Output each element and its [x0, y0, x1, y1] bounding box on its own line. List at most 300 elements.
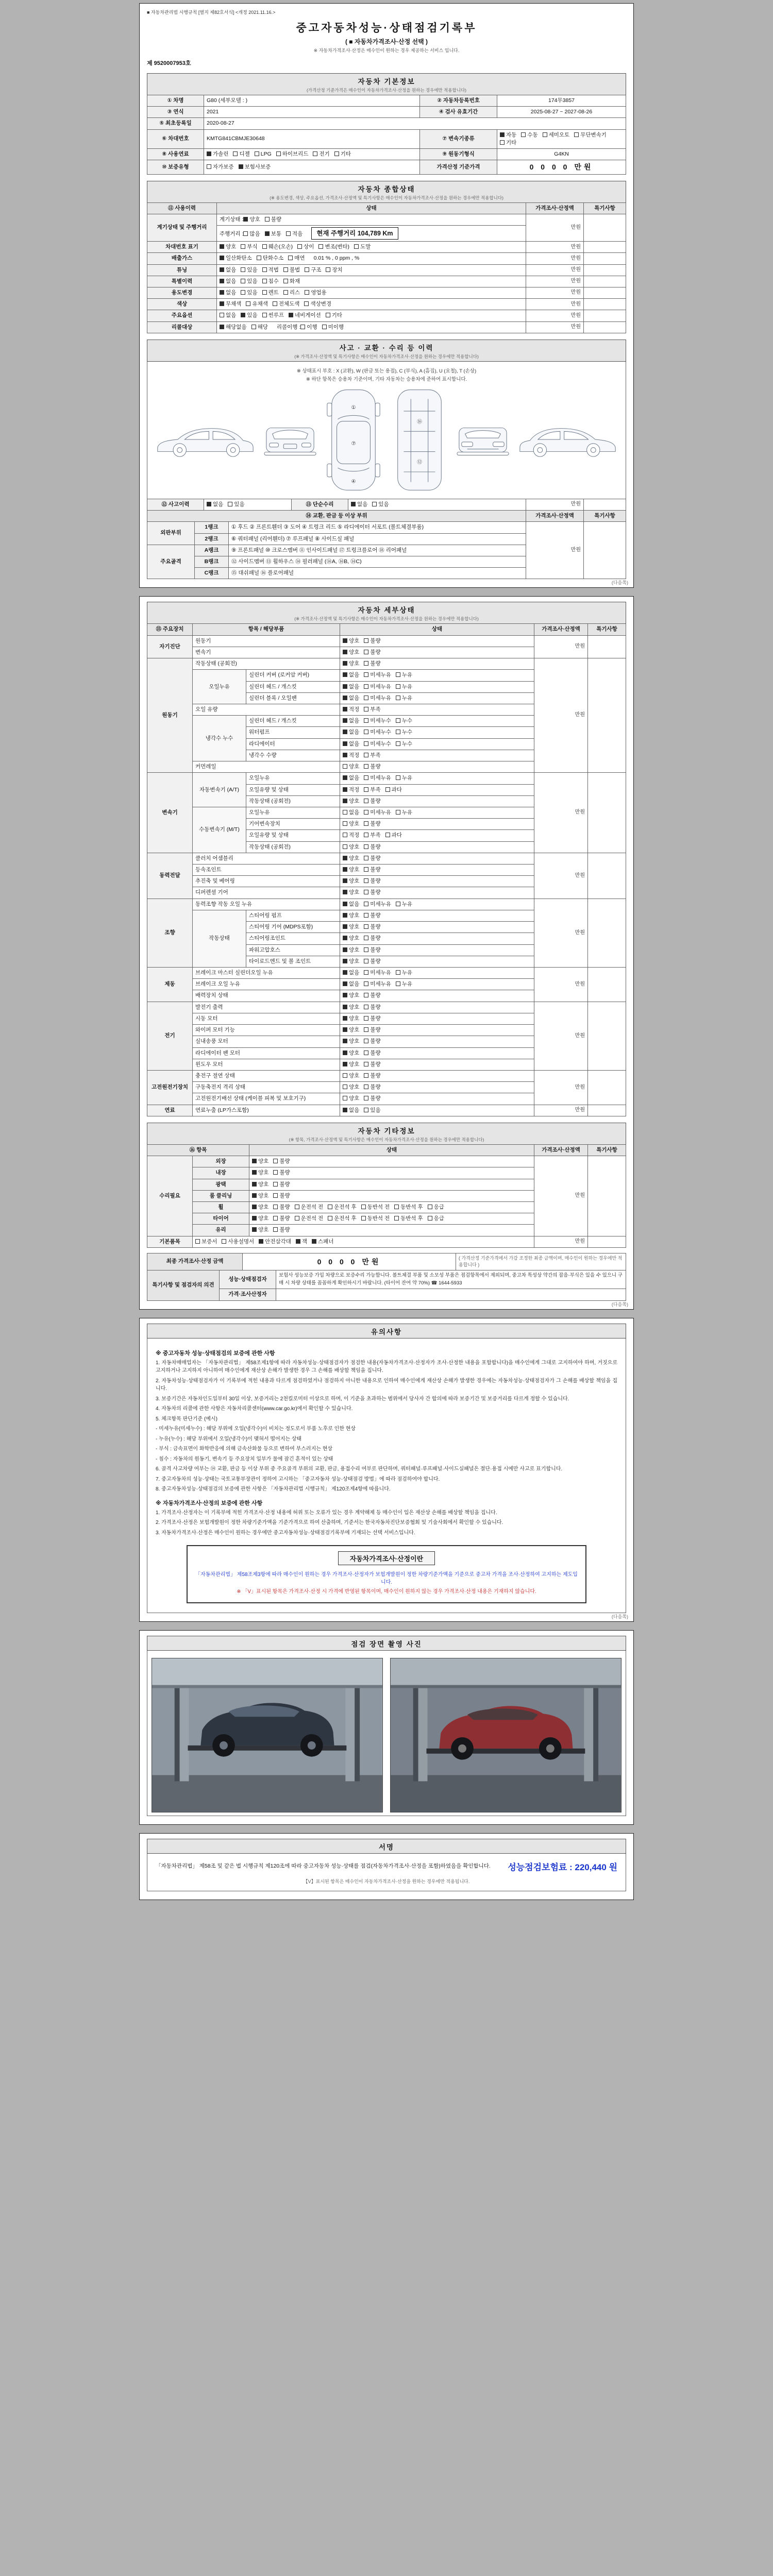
checkbox-누수[interactable]	[396, 728, 412, 736]
table-cell: ⑮ 대쉬패널 ⑯ 플로어패널	[229, 568, 526, 579]
checkbox-부족[interactable]	[364, 832, 380, 839]
checkbox-box	[364, 718, 368, 723]
checkbox-적정[interactable]	[343, 706, 359, 714]
checkbox-불량[interactable]	[265, 216, 281, 224]
checkbox-미세누유[interactable]	[364, 671, 391, 679]
checkbox-동반석 후[interactable]	[394, 1215, 423, 1223]
checkbox-있음[interactable]	[228, 501, 244, 509]
page-4	[139, 1630, 634, 1825]
checkbox-불량[interactable]	[364, 958, 380, 965]
checkbox-과다[interactable]	[385, 832, 402, 839]
checkbox-양호[interactable]	[252, 1215, 268, 1223]
checkbox-label: 불량	[370, 1015, 381, 1022]
checkbox-label: 리스	[289, 290, 300, 296]
checkbox-누유[interactable]	[396, 671, 412, 679]
checkbox-양호[interactable]	[343, 1083, 359, 1091]
checkbox-양호[interactable]	[343, 649, 359, 656]
checkbox-label: 미세누수	[370, 729, 391, 736]
price-appraisal-box-title: 자동차가격조사·산정이란	[338, 1551, 435, 1565]
checkbox-가솔린[interactable]	[207, 150, 228, 158]
checkbox-기타[interactable]	[326, 312, 342, 319]
checkbox-무채색[interactable]	[220, 300, 241, 308]
checkbox-있음[interactable]	[372, 501, 389, 509]
checkbox-색상변경[interactable]	[304, 300, 331, 308]
checkbox-부족[interactable]	[364, 752, 380, 759]
checkbox-불량[interactable]	[364, 798, 380, 805]
checkbox-부족[interactable]	[364, 706, 380, 714]
checkbox-불량[interactable]	[364, 843, 380, 851]
table-cell	[340, 727, 534, 738]
checkbox-전기[interactable]	[313, 150, 329, 158]
table-cell	[584, 321, 626, 333]
checkbox-불량[interactable]	[273, 1226, 290, 1234]
notice-item: - 침수 : 자동차의 원동기, 변속기 등 주요장치 일부가 물에 잠긴 흔적이 있는 상태	[156, 1456, 333, 1462]
checkbox-보험사보증[interactable]	[239, 163, 271, 171]
checkbox-box	[364, 1039, 368, 1043]
checkbox-label: 불량	[370, 946, 381, 953]
table-cell: 수동변속기 (M/T)	[193, 807, 246, 853]
checkbox-box	[364, 902, 368, 906]
checkbox-불량[interactable]	[364, 649, 380, 656]
page-1	[139, 3, 634, 588]
checkbox-양호[interactable]	[343, 935, 359, 942]
checkbox-없음[interactable]	[220, 289, 236, 297]
table-cell	[340, 738, 534, 750]
checkbox-훼손(오손)[interactable]	[262, 243, 293, 251]
table-cell: ⑯ 항목	[147, 1144, 249, 1156]
checkbox-label: 과다	[391, 786, 402, 793]
table-cell	[588, 773, 626, 853]
checkbox-양호[interactable]	[252, 1226, 268, 1234]
checkbox-누유[interactable]	[396, 694, 412, 702]
checkbox-불량[interactable]	[273, 1204, 290, 1211]
checkbox-label: 양호	[226, 244, 237, 250]
checkbox-없음[interactable]	[343, 980, 359, 988]
checkbox-네비게이션[interactable]	[289, 312, 321, 319]
checkbox-불량[interactable]	[364, 660, 380, 668]
checkbox-무단변속기[interactable]	[574, 131, 607, 139]
checkbox-양호[interactable]	[243, 216, 260, 224]
checkbox-양호[interactable]	[343, 1026, 359, 1034]
checkbox-보통[interactable]	[265, 230, 281, 238]
checkbox-화재[interactable]	[283, 278, 300, 285]
checkbox-box	[364, 696, 368, 700]
checkbox-label: 양호	[349, 1061, 360, 1067]
checkbox-리스[interactable]	[283, 289, 300, 297]
checkbox-탄화수소[interactable]	[257, 255, 284, 262]
table-cell	[584, 276, 626, 287]
checkbox-양호[interactable]	[343, 1061, 359, 1069]
checkbox-label: 불량	[370, 1072, 381, 1079]
table-cell: 만원	[534, 1105, 588, 1116]
checkbox-있음[interactable]	[364, 1107, 380, 1114]
table-row	[147, 1002, 626, 1013]
checkbox-양호[interactable]	[343, 1049, 359, 1057]
table-cell: ⑥ 차대번호	[147, 129, 204, 148]
table-cell: 특기사항	[588, 624, 626, 635]
checkbox-미세누유[interactable]	[364, 901, 391, 908]
checkbox-없음[interactable]	[220, 278, 236, 285]
checkbox-box	[543, 132, 547, 137]
checkbox-없음[interactable]	[220, 312, 236, 319]
checkbox-label: 미세누유	[370, 901, 391, 907]
checkbox-불량[interactable]	[364, 889, 380, 896]
checkbox-운전석 후[interactable]	[328, 1215, 357, 1223]
checkbox-label: 없음	[357, 501, 368, 507]
checkbox-미세누수[interactable]	[364, 728, 391, 736]
checkbox-이행[interactable]	[300, 324, 317, 331]
checkbox-label: 있음	[247, 278, 258, 284]
checkbox-label: 변조(변타)	[325, 244, 350, 250]
checkbox-응급[interactable]	[428, 1204, 444, 1211]
checkbox-label: 불량	[279, 1227, 290, 1233]
checkbox-없음[interactable]	[207, 501, 223, 509]
checkbox-침수[interactable]	[262, 278, 279, 285]
checkbox-불량[interactable]	[364, 1083, 380, 1091]
checkbox-label: 양호	[349, 1015, 360, 1022]
checkbox-운전석 전[interactable]	[295, 1204, 324, 1211]
checkbox-매연[interactable]	[288, 255, 305, 262]
checkbox-양호[interactable]	[343, 877, 359, 885]
table-row	[147, 118, 626, 129]
checkbox-미세누유[interactable]	[364, 809, 391, 817]
checkbox-label: 영업용	[311, 290, 327, 296]
checkbox-장치[interactable]	[326, 266, 342, 274]
checkbox-box	[343, 1016, 347, 1021]
checkbox-불량[interactable]	[364, 912, 380, 920]
checkbox-label: 불량	[370, 1084, 381, 1091]
checkbox-양호[interactable]	[343, 820, 359, 828]
svg-text:④: ④	[351, 479, 356, 485]
checkbox-label: 적정	[349, 752, 360, 758]
checkbox-양호[interactable]	[343, 866, 359, 874]
checkbox-부식[interactable]	[241, 243, 257, 251]
checkbox-box	[207, 151, 211, 156]
checkbox-box	[343, 1096, 347, 1100]
table-row	[147, 310, 626, 321]
table-cell	[340, 704, 534, 715]
table-cell	[249, 1213, 534, 1225]
checkbox-label: 불량	[370, 924, 381, 930]
checkbox-양호[interactable]	[343, 992, 359, 999]
checkbox-누유[interactable]	[396, 809, 412, 817]
checkbox-box	[364, 867, 368, 872]
checkbox-box	[364, 947, 368, 952]
checkbox-적법[interactable]	[262, 266, 279, 274]
checkbox-없음[interactable]	[343, 809, 359, 817]
checkbox-자가보증[interactable]	[207, 163, 234, 171]
checkbox-box	[396, 775, 400, 780]
checkbox-있음[interactable]	[241, 266, 257, 274]
checkbox-불량[interactable]	[364, 1015, 380, 1023]
table-cell: 주요옵션	[147, 310, 217, 321]
checkbox-불량[interactable]	[364, 866, 380, 874]
checkbox-불량[interactable]	[364, 935, 380, 942]
checkbox-box	[364, 799, 368, 803]
notice-item: - 누유(누수) : 해당 부위에서 오일(냉각수)이 맺혀서 떨어지는 상태	[156, 1436, 302, 1442]
checkbox-기타[interactable]	[334, 150, 351, 158]
checkbox-label: 적정	[349, 706, 360, 713]
checkbox-양호[interactable]	[343, 1038, 359, 1045]
checkbox-양호[interactable]	[343, 660, 359, 668]
checkbox-양호[interactable]	[343, 798, 359, 805]
checkbox-없음[interactable]	[343, 901, 359, 908]
checkbox-해당없음[interactable]	[220, 324, 247, 331]
checkbox-box	[252, 1159, 257, 1163]
checkbox-적정[interactable]	[343, 752, 359, 759]
checkbox-양호[interactable]	[252, 1192, 268, 1200]
checkbox-렌트[interactable]	[262, 289, 279, 297]
checkbox-기타[interactable]	[500, 139, 516, 147]
checkbox-불량[interactable]	[364, 855, 380, 862]
checkbox-label: 양호	[349, 867, 360, 873]
checkbox-label: 기타	[331, 312, 343, 319]
checkbox-양호[interactable]	[343, 889, 359, 896]
checkbox-불량[interactable]	[273, 1181, 290, 1189]
checkbox-box	[295, 1216, 299, 1221]
checkbox-적정[interactable]	[343, 832, 359, 839]
checkbox-변조(변타)[interactable]	[318, 243, 349, 251]
checkbox-box	[243, 217, 248, 222]
section-notices-title: 유의사항	[371, 1328, 402, 1336]
table-cell	[340, 910, 534, 921]
checkbox-양호[interactable]	[343, 1072, 359, 1080]
checkbox-box	[364, 650, 368, 654]
checkbox-양호[interactable]	[343, 923, 359, 931]
checkbox-수동[interactable]	[521, 131, 537, 139]
checkbox-하이브리드[interactable]	[276, 150, 309, 158]
checkbox-유채색[interactable]	[246, 300, 267, 308]
table-cell	[340, 1105, 534, 1116]
checkbox-없음[interactable]	[343, 683, 359, 691]
checkbox-LPG[interactable]	[255, 150, 272, 158]
checkbox-box	[195, 1239, 200, 1244]
checkbox-불량[interactable]	[364, 637, 380, 645]
checkbox-box	[265, 217, 270, 222]
checkbox-box	[364, 890, 368, 894]
checkbox-있음[interactable]	[241, 289, 257, 297]
checkbox-불량[interactable]	[364, 1004, 380, 1011]
checkbox-label: 양호	[349, 946, 360, 953]
checkbox-box	[343, 878, 347, 883]
table-row	[147, 107, 626, 118]
checkbox-없음[interactable]	[343, 1107, 359, 1114]
checkbox-양호[interactable]	[252, 1169, 268, 1177]
table-cell	[584, 253, 626, 264]
checkbox-미이행[interactable]	[322, 324, 344, 331]
checkbox-스패너[interactable]	[312, 1238, 333, 1246]
checkbox-누유[interactable]	[396, 980, 412, 988]
checkbox-box	[343, 890, 347, 894]
checkbox-적음[interactable]	[286, 230, 303, 238]
table-cell	[217, 276, 526, 287]
checkbox-label: 운전석 후	[334, 1215, 357, 1222]
checkbox-세미오토[interactable]	[543, 131, 570, 139]
checkbox-label: 미세누유	[370, 672, 391, 679]
signature-body	[147, 1854, 626, 1891]
checkbox-양호[interactable]	[343, 912, 359, 920]
checkbox-없음[interactable]	[343, 774, 359, 782]
checkbox-box	[343, 856, 347, 860]
table-cell	[340, 830, 534, 841]
checkbox-없음[interactable]	[343, 694, 359, 702]
checkbox-불량[interactable]	[273, 1169, 290, 1177]
checkbox-없음[interactable]	[351, 501, 367, 509]
checkbox-누수[interactable]	[396, 717, 412, 725]
checkbox-적정[interactable]	[343, 786, 359, 794]
checkbox-양호[interactable]	[343, 855, 359, 862]
checkbox-불량[interactable]	[364, 923, 380, 931]
table-cell: 냉각수 누수	[193, 716, 246, 761]
checkbox-있음[interactable]	[241, 278, 257, 285]
checkbox-미세누수[interactable]	[364, 740, 391, 748]
checkbox-불량[interactable]	[364, 1095, 380, 1103]
checkbox-미세누유[interactable]	[364, 774, 391, 782]
checkbox-디젤[interactable]	[233, 150, 249, 158]
checkbox-없음[interactable]	[343, 740, 359, 748]
checkbox-전체도색[interactable]	[273, 300, 300, 308]
checkbox-도말[interactable]	[354, 243, 371, 251]
table-cell	[340, 853, 534, 864]
checkbox-box	[305, 290, 309, 295]
checkbox-미세누유[interactable]	[364, 694, 391, 702]
checkbox-불량[interactable]	[364, 763, 380, 771]
checkbox-부족[interactable]	[364, 786, 380, 794]
checkbox-양호[interactable]	[252, 1158, 268, 1165]
checkbox-누유[interactable]	[396, 969, 412, 977]
checkbox-많음[interactable]	[243, 230, 260, 238]
checkbox-양호[interactable]	[343, 637, 359, 645]
checkbox-상이[interactable]	[297, 243, 314, 251]
checkbox-없음[interactable]	[343, 671, 359, 679]
checkbox-누수[interactable]	[396, 740, 412, 748]
checkbox-구조[interactable]	[305, 266, 321, 274]
checkbox-동반석 후[interactable]	[394, 1204, 423, 1211]
checkbox-누유[interactable]	[396, 774, 412, 782]
checkbox-없음[interactable]	[343, 717, 359, 725]
checkbox-미세누수[interactable]	[364, 717, 391, 725]
checkbox-자동[interactable]	[500, 131, 516, 139]
checkbox-box	[241, 244, 245, 249]
checkbox-양호[interactable]	[343, 946, 359, 954]
checkbox-label: 색상변경	[310, 301, 332, 308]
checkbox-양호[interactable]	[343, 843, 359, 851]
checkbox-미세누유[interactable]	[364, 980, 391, 988]
table-cell: 가격·조사산정자	[220, 1289, 276, 1300]
table-cell	[588, 1156, 626, 1236]
checkbox-잭[interactable]	[296, 1238, 307, 1246]
checkbox-안전삼각대[interactable]	[259, 1238, 291, 1246]
checkbox-없음[interactable]	[343, 728, 359, 736]
checkbox-box	[289, 313, 293, 317]
basic-info-table	[147, 95, 626, 175]
checkbox-양호[interactable]	[343, 763, 359, 771]
checkbox-영업용[interactable]	[305, 289, 326, 297]
checkbox-label: 없음	[349, 718, 360, 724]
checkbox-누유[interactable]	[396, 901, 412, 908]
checkbox-label: 무채색	[226, 301, 242, 308]
checkbox-box	[364, 753, 368, 757]
checkbox-불량[interactable]	[364, 1026, 380, 1034]
checkbox-불량[interactable]	[364, 1061, 380, 1069]
checkbox-양호[interactable]	[343, 958, 359, 965]
svg-text:⑦: ⑦	[351, 440, 356, 447]
table-cell: 스티어링 펌프	[246, 910, 340, 921]
checkbox-box	[262, 267, 267, 272]
checkbox-불량[interactable]	[364, 1038, 380, 1045]
checkbox-누유[interactable]	[396, 683, 412, 691]
checkbox-불량[interactable]	[364, 946, 380, 954]
table-cell: C랭크	[195, 568, 229, 579]
checkbox-label: 이행	[307, 324, 317, 330]
checkbox-불법[interactable]	[283, 266, 300, 274]
checkbox-운전석 후[interactable]	[328, 1204, 357, 1211]
checkbox-box	[343, 970, 347, 975]
checkbox-없음[interactable]	[220, 266, 236, 274]
checkbox-보증서[interactable]	[195, 1238, 217, 1246]
table-row	[147, 1253, 626, 1270]
checkbox-box	[252, 1216, 257, 1221]
checkbox-동반석 전[interactable]	[361, 1204, 390, 1211]
checkbox-불량[interactable]	[364, 1049, 380, 1057]
checkbox-box	[273, 1170, 278, 1175]
checkbox-불량[interactable]	[364, 877, 380, 885]
checkbox-양호[interactable]	[343, 1095, 359, 1103]
document-sheet	[139, 0, 634, 1929]
table-row	[147, 321, 626, 333]
checkbox-양호[interactable]	[252, 1204, 268, 1211]
checkbox-양호[interactable]	[343, 1015, 359, 1023]
checkbox-box	[364, 821, 368, 826]
checkbox-box	[300, 325, 305, 329]
checkbox-불량[interactable]	[273, 1158, 290, 1165]
checkbox-응급[interactable]	[428, 1215, 444, 1223]
checkbox-불량[interactable]	[364, 1072, 380, 1080]
checkbox-양호[interactable]	[252, 1181, 268, 1189]
checkbox-있음[interactable]	[241, 312, 257, 319]
checkbox-box	[288, 256, 293, 260]
table-cell: G4KN	[497, 149, 626, 160]
document-number: 제 9520007953호	[147, 60, 191, 66]
checkbox-미세누유[interactable]	[364, 683, 391, 691]
checkbox-양호[interactable]	[343, 1004, 359, 1011]
table-cell: 오일 유량	[193, 704, 340, 715]
checkbox-동반석 전[interactable]	[361, 1215, 390, 1223]
checkbox-불량[interactable]	[364, 992, 380, 999]
checkbox-해당[interactable]	[251, 324, 268, 331]
checkbox-일산화탄소[interactable]	[220, 255, 252, 262]
checkbox-불량[interactable]	[364, 820, 380, 828]
checkbox-label: 부족	[370, 786, 381, 793]
car-diagram-rear	[455, 420, 511, 460]
checkbox-양호[interactable]	[220, 243, 236, 251]
checkbox-없음[interactable]	[343, 969, 359, 977]
checkbox-운전석 전[interactable]	[295, 1215, 324, 1223]
table-cell: 2021	[204, 107, 420, 118]
table-cell	[340, 933, 534, 944]
checkbox-불량[interactable]	[273, 1215, 290, 1223]
checkbox-불량[interactable]	[273, 1192, 290, 1200]
signature-statement: 「자동차관리법」 제58조 및 같은 법 시행규칙 제120조에 따라 중고자동차 성능·상태를 점검(자동차가격조사·산정을 포함)하였음을 확인합니다.	[156, 1863, 491, 1870]
summary-table	[147, 202, 626, 333]
checkbox-사용설명서[interactable]	[222, 1238, 254, 1246]
checkbox-미세누유[interactable]	[364, 969, 391, 977]
checkbox-썬루프[interactable]	[262, 312, 284, 319]
table-row	[147, 899, 626, 910]
section-basic-title: 자동차 기본정보	[358, 78, 415, 86]
checkbox-과다[interactable]	[385, 786, 402, 794]
checkbox-label: 양호	[258, 1227, 269, 1233]
